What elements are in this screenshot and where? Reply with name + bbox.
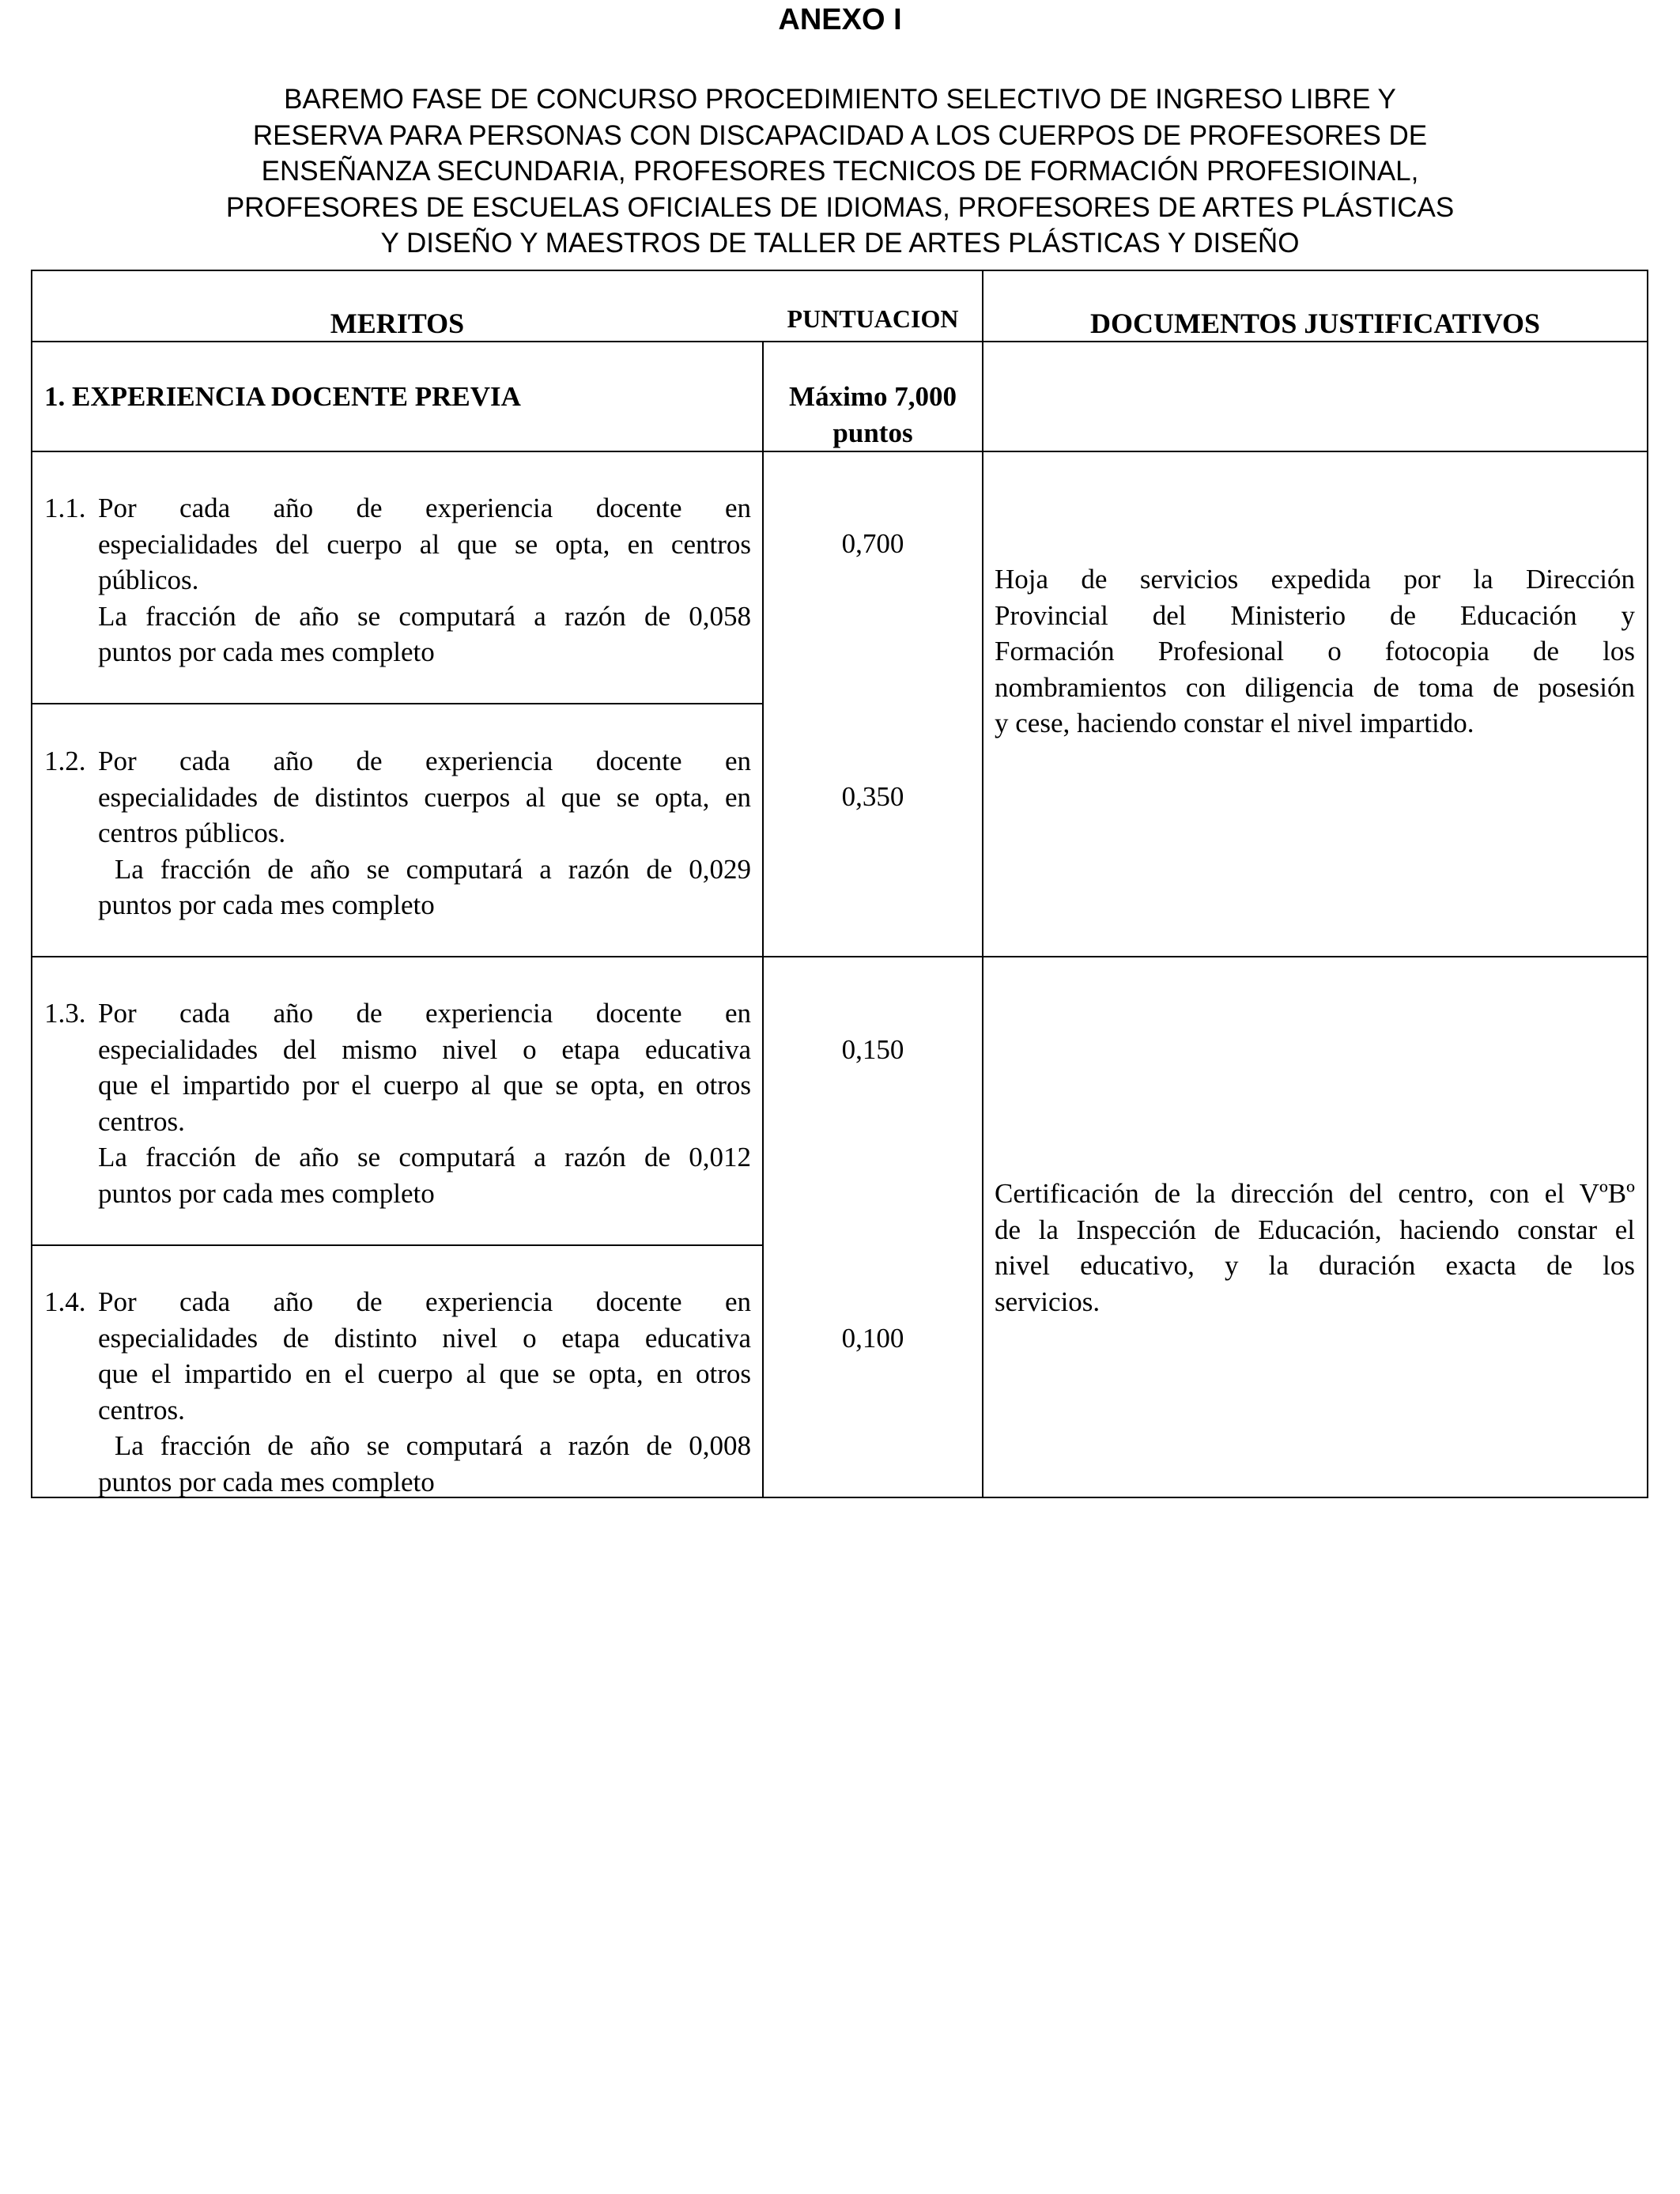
item-line: especialidades de distintos cuerpos al que se opta, en	[98, 781, 751, 813]
item-description	[98, 743, 751, 923]
item-line: que el impartido por el cuerpo al que se opta, en otros	[98, 1070, 751, 1101]
item-points: 0,700	[841, 528, 904, 559]
item-line: Por cada año de experiencia docente en	[98, 493, 751, 523]
item-number: 1.4.	[44, 1286, 86, 1317]
max-points-line: puntos	[832, 417, 913, 448]
heading-line: RESERVA PARA PERSONAS CON DISCAPACIDAD A LOS CUERPOS DE PROFESORES DE	[252, 119, 1428, 151]
item-line: especialidades del mismo nivel o etapa educativa	[98, 1033, 751, 1065]
document-line: de la Inspección de Educación, haciendo constar el	[995, 1214, 1635, 1245]
document-line: Certificación de la dirección del centro, con el VºBº	[995, 1178, 1635, 1209]
item-line: La fracción de año se computará a razón de 0,058	[98, 600, 751, 632]
document-line: servicios.	[995, 1286, 1100, 1317]
item-line: puntos por cada mes completo	[98, 889, 435, 920]
document-line: Formación Profesional o fotocopia de los	[995, 636, 1635, 667]
item-points: 0,100	[841, 1323, 904, 1354]
item-number: 1.2.	[44, 746, 86, 776]
heading-line: Y DISEÑO Y MAESTROS DE TALLER DE ARTES PLÁSTICAS Y DISEÑO	[380, 228, 1300, 259]
item-number: 1.1.	[44, 493, 86, 523]
item-description	[98, 490, 751, 670]
item-line: puntos por cada mes completo	[98, 1466, 435, 1497]
item-line: centros.	[98, 1105, 185, 1137]
item-line: que el impartido en el cuerpo al que se opta, en otros	[98, 1358, 751, 1389]
header-meritos: MERITOS	[330, 308, 465, 339]
item-points: 0,350	[841, 781, 904, 812]
document-justification	[995, 1176, 1635, 1320]
document-line: nivel educativo, y la duración exacta de los	[995, 1250, 1635, 1281]
item-number: 1.3.	[44, 998, 86, 1029]
heading-line: PROFESORES DE ESCUELAS OFICIALES DE IDIOMAS, PROFESORES DE ARTES PLÁSTICAS	[225, 191, 1455, 223]
item-description	[98, 995, 751, 1211]
table-border-left	[31, 270, 32, 1498]
document-heading	[95, 81, 1585, 262]
document-line: nombramientos con diligencia de toma de posesión	[995, 671, 1635, 703]
table-border-row1	[31, 703, 764, 704]
table-border-row3	[31, 1244, 764, 1246]
item-line: puntos por cada mes completo	[98, 636, 435, 667]
item-line: públicos.	[98, 565, 199, 595]
section-title: 1. EXPERIENCIA DOCENTE PREVIA	[44, 381, 521, 412]
item-line: especialidades de distinto nivel o etapa educativa	[98, 1322, 751, 1354]
table-col-divider-2	[982, 270, 983, 1498]
item-description	[98, 1284, 751, 1500]
item-line: centros.	[98, 1394, 185, 1426]
section-max-points	[764, 379, 982, 451]
table-border-right	[1647, 270, 1648, 1498]
item-line: Por cada año de experiencia docente en	[98, 1286, 751, 1317]
item-line: Por cada año de experiencia docente en	[98, 998, 751, 1029]
annex-title: ANEXO I	[778, 3, 902, 36]
header-puntuacion: PUNTUACION	[787, 304, 959, 333]
max-points-line: Máximo 7,000	[789, 381, 957, 412]
document-line: Provincial del Ministerio de Educación y	[995, 599, 1635, 631]
heading-line: ENSEÑANZA SECUNDARIA, PROFESORES TECNICOS DE FORMACIÓN PROFESIOINAL,	[261, 156, 1419, 187]
document-justification	[995, 561, 1635, 742]
item-line: puntos por cada mes completo	[98, 1177, 435, 1209]
item-line: centros públicos.	[98, 818, 286, 848]
document-line: y cese, haciendo constar el nivel impartido.	[995, 708, 1474, 738]
table-border-section	[31, 451, 1648, 452]
header-documentos: DOCUMENTOS JUSTIFICATIVOS	[1089, 308, 1541, 339]
item-line: especialidades del cuerpo al que se opta, en centros	[98, 528, 751, 560]
item-line: La fracción de año se computará a razón de 0,008	[98, 1430, 751, 1461]
document-line: Hoja de servicios expedida por la Dirección	[995, 564, 1635, 595]
item-line: La fracción de año se computará a razón de 0,029	[98, 853, 751, 885]
item-line: Por cada año de experiencia docente en	[98, 746, 751, 776]
table-border-group1	[31, 956, 1648, 957]
item-points: 0,150	[841, 1034, 904, 1065]
heading-line: BAREMO FASE DE CONCURSO PROCEDIMIENTO SELECTIVO DE INGRESO LIBRE Y	[284, 84, 1396, 115]
table-border-top	[31, 270, 1648, 271]
item-line: La fracción de año se computará a razón de 0,012	[98, 1142, 751, 1173]
